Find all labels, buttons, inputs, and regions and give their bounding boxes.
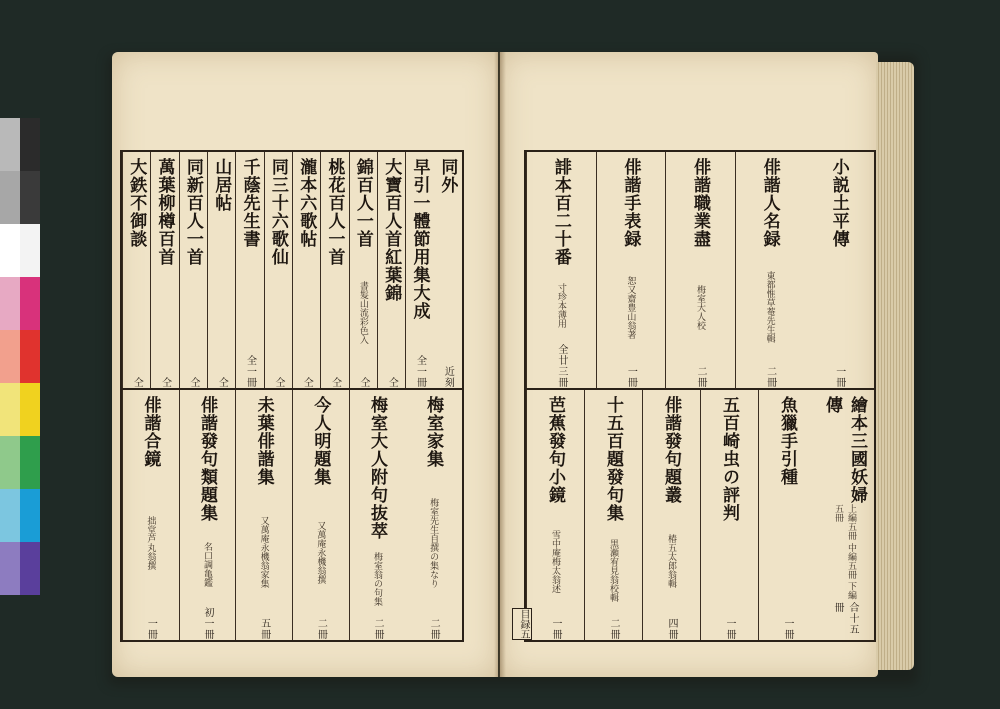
entry-volumes: 仝 [159, 377, 171, 388]
catalog-entry [264, 152, 292, 388]
entry-note: 恕又齋豊山翁著 [625, 275, 636, 339]
entry-title: 同新百人一首 [182, 158, 203, 266]
catalog-entry [235, 152, 263, 388]
catalog-entry [349, 390, 406, 640]
entry-volumes: 仝 [131, 377, 143, 388]
catalog-entry [405, 390, 462, 640]
entry-note: 梅室先生自撰の集なり [428, 498, 439, 588]
entry-title: 千蔭先生書 [239, 158, 260, 248]
catalog-entry [816, 390, 874, 640]
entry-note: 書髮山流彩色入 [357, 281, 368, 344]
color-calibration-chart [0, 118, 40, 595]
right-top-section [526, 152, 874, 390]
color-swatch [0, 171, 40, 224]
catalog-entry [122, 152, 150, 388]
entry-volumes: 全一冊 [244, 355, 256, 388]
entry-title: 山居帖 [211, 158, 232, 212]
color-swatch [0, 277, 40, 330]
entry-title: 芭蕉發句小鏡 [545, 396, 565, 504]
catalog-entry [700, 390, 758, 640]
catalog-entry [526, 390, 584, 640]
catalog-entry [804, 152, 874, 388]
entry-title: 錦百人一首 [352, 158, 373, 248]
entry-volumes: 一冊 [724, 618, 735, 640]
entry-title: 魚獵手引種 [777, 396, 797, 486]
entry-title: 五百崎虫の評判 [719, 396, 739, 522]
right-frame [524, 150, 876, 642]
entry-volumes: 一冊 [625, 366, 637, 388]
entry-volumes: 仝 [357, 377, 369, 388]
entry-title: 小説土平傳 [828, 158, 849, 248]
color-swatch [0, 118, 40, 171]
catalog-entry [122, 390, 179, 640]
entry-volumes: 仝 [272, 377, 284, 388]
entry-volumes: 一冊 [782, 618, 793, 640]
catalog-entry [735, 152, 805, 388]
entry-title: 繪本三國妖婦傳 [822, 396, 867, 504]
entry-title: 未葉俳諧集 [253, 396, 274, 486]
catalog-entry [292, 390, 349, 640]
entry-volumes: 全廿三冊 [555, 344, 567, 388]
page-label: 目録五 [512, 608, 532, 640]
color-swatch [0, 383, 40, 436]
entry-note: 東都惟草菴先生輯 [764, 271, 775, 343]
entry-title: 俳諧手表録 [620, 158, 641, 248]
entry-volumes: 仝 [301, 377, 313, 388]
catalog-entry [292, 152, 320, 388]
entry-volumes: 全一冊 [414, 355, 426, 388]
catalog-entry [150, 152, 178, 388]
catalog-entry [377, 152, 405, 388]
entry-volumes: 近刻 [442, 366, 454, 388]
entry-volumes: 一冊 [145, 618, 157, 640]
right-page [500, 52, 878, 677]
catalog-entry [235, 390, 292, 640]
entry-title: 今人明題集 [310, 396, 331, 486]
catalog-entry [526, 152, 596, 388]
entry-note: 黒瀬宥見翁校輯 [608, 538, 618, 602]
entry-note: 寸珍本薄用 [555, 282, 566, 328]
entry-volumes: 二冊 [764, 366, 776, 388]
catalog-entry [179, 390, 236, 640]
left-top-section [122, 152, 462, 390]
entry-title: 大鉄不御談 [126, 158, 147, 248]
entry-title: 十五百題發句集 [603, 396, 623, 522]
entry-note: 名口調亀鑑 [202, 542, 213, 587]
entry-title: 梅室家集 [423, 396, 444, 468]
catalog-entry [665, 152, 735, 388]
entry-title: 俳諧發句題叢 [661, 396, 681, 504]
entry-title: 俳諧發句類題集 [197, 396, 218, 522]
entry-volumes: 二冊 [372, 618, 384, 640]
catalog-entry [349, 152, 377, 388]
entry-volumes: 五冊 [258, 618, 270, 640]
entry-title: 大寶百人首紅葉錦 [381, 158, 402, 302]
entry-volumes: 初一冊 [202, 607, 214, 640]
entry-note: 又萬庵永機翁撰 [315, 520, 326, 584]
entry-volumes: 仝 [216, 377, 228, 388]
entry-title: 誹本百二十番 [550, 158, 571, 266]
entry-volumes: 二冊 [695, 366, 707, 388]
entry-title: 桃花百人一首 [324, 158, 345, 266]
color-swatch [0, 330, 40, 383]
entry-title: 早引一體節用集大成 [409, 158, 430, 320]
entry-note: 梅室大人校 [695, 284, 706, 330]
entry-title: 瀧本六歌帖 [296, 158, 317, 248]
entry-title: 俳諧合鏡 [140, 396, 161, 468]
color-swatch [0, 436, 40, 489]
right-bottom-section [526, 390, 874, 640]
color-swatch [0, 224, 40, 277]
page-edge [876, 62, 914, 670]
catalog-entry [584, 390, 642, 640]
color-swatch [0, 489, 40, 542]
entry-volumes: 合十五冊 [832, 602, 858, 636]
entry-title: 萬葉柳樽百首 [154, 158, 175, 266]
catalog-entry [179, 152, 207, 388]
entry-note: 雪中庵梅太翁述 [550, 529, 560, 593]
entry-volumes: 一冊 [550, 618, 561, 640]
left-page [112, 52, 498, 677]
entry-volumes: 二冊 [315, 618, 327, 640]
catalog-entry [642, 390, 700, 640]
entry-volumes: 仝 [386, 377, 398, 388]
entry-note: 椿五太郎翁輯 [666, 534, 676, 588]
catalog-entry [207, 152, 235, 388]
catalog-entry [320, 152, 348, 388]
catalog-entry [596, 152, 666, 388]
entry-volumes: 仝 [329, 377, 341, 388]
entry-title: 俳諧人名録 [759, 158, 780, 248]
left-frame [120, 150, 464, 642]
book-gutter [494, 52, 506, 677]
color-swatch [0, 542, 40, 595]
entry-title: 同三十六歌仙 [267, 158, 288, 266]
entry-volumes: 四冊 [666, 618, 677, 640]
catalog-entry [405, 152, 433, 388]
entry-title: 同外 [437, 158, 458, 194]
left-bottom-section [122, 390, 462, 640]
entry-note: 上編五冊 中編五冊 下編五冊 [833, 504, 856, 601]
catalog-entry [434, 152, 462, 388]
entry-title: 梅室大人附句抜萃 [367, 396, 388, 540]
entry-volumes: 一冊 [833, 366, 845, 388]
entry-title: 俳諧職業盡 [690, 158, 711, 248]
entry-volumes: 二冊 [428, 618, 440, 640]
entry-note: 又萬庵永機翁家集 [258, 516, 269, 588]
entry-note: 拙堂芦丸翁撰 [145, 516, 156, 570]
entry-volumes: 仝 [187, 377, 199, 388]
entry-note: 梅室翁の句集 [372, 552, 383, 606]
entry-volumes: 二冊 [608, 618, 619, 640]
catalog-entry [758, 390, 816, 640]
